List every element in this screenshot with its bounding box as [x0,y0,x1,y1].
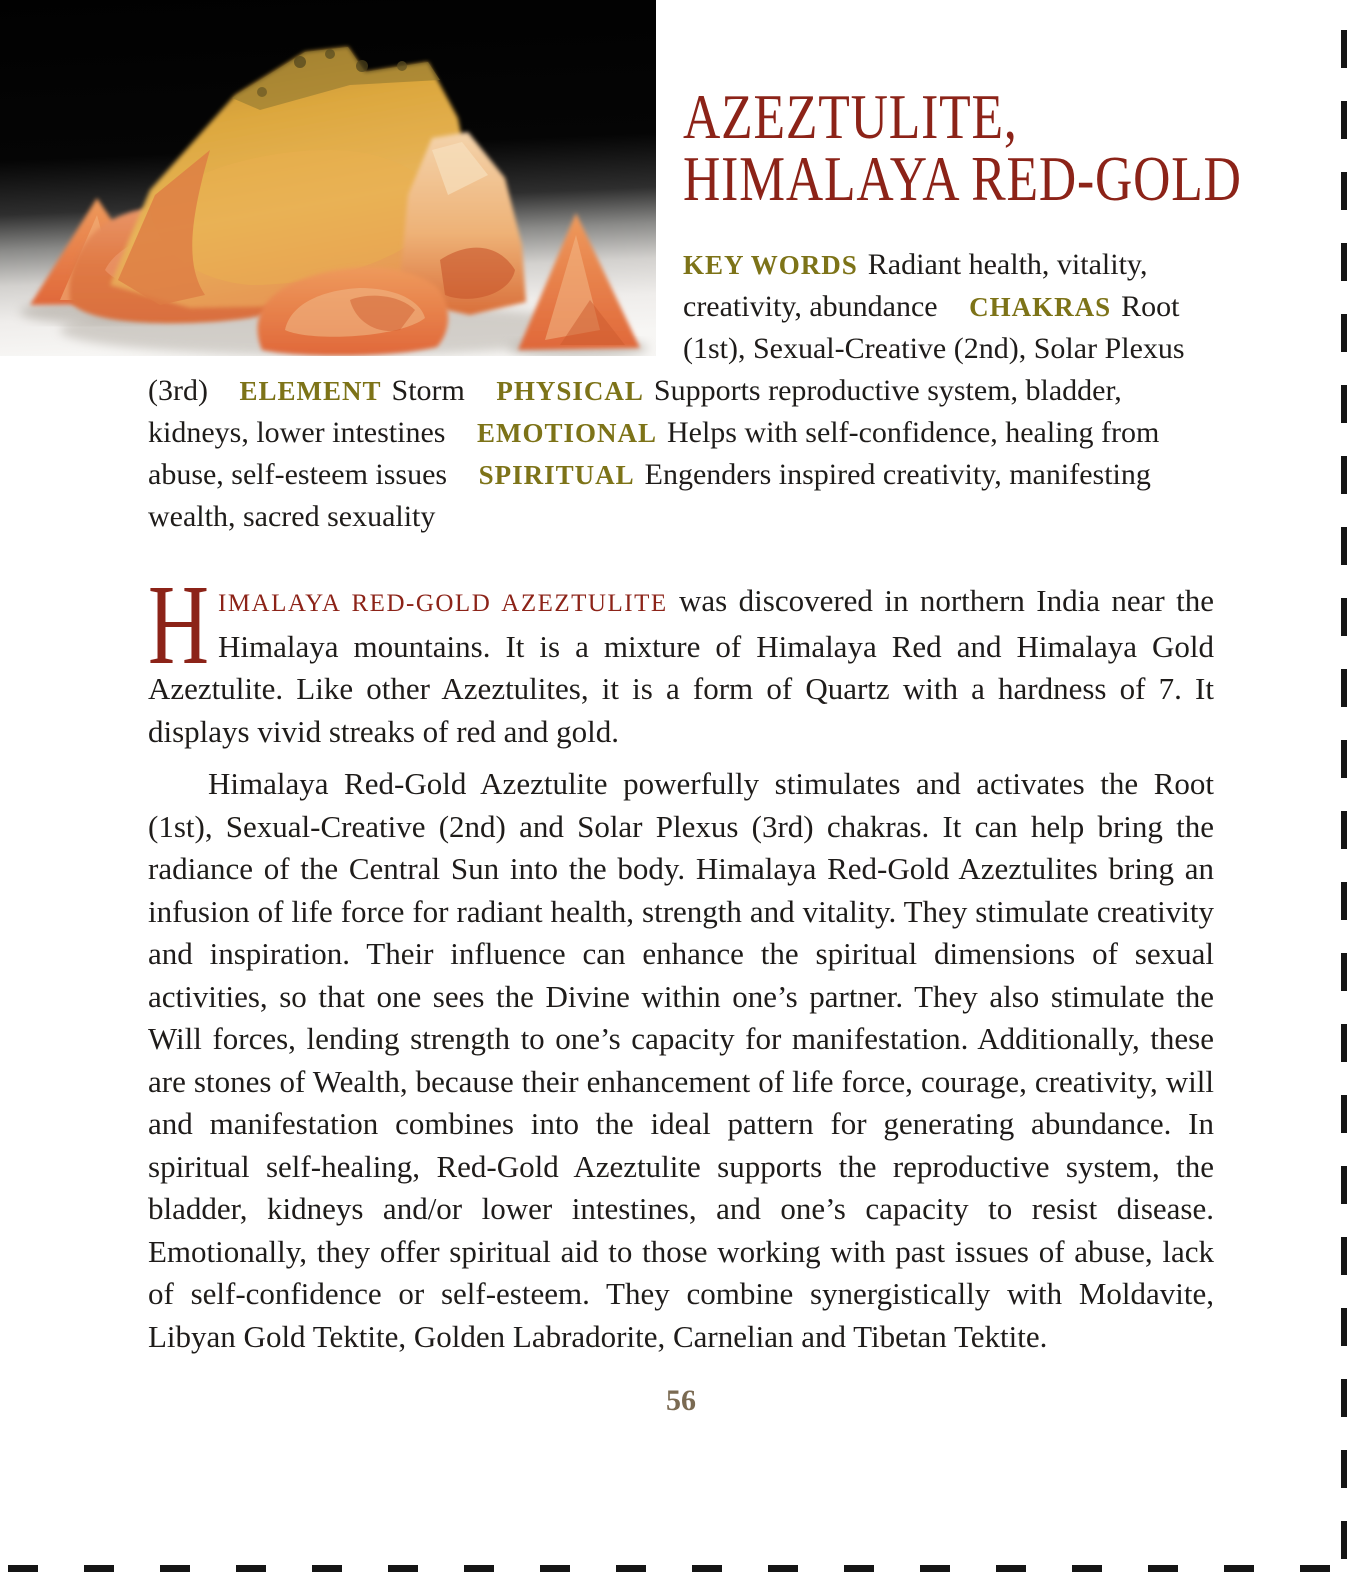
page-title-line1: AZEZTULITE, [683,82,1018,152]
drop-cap: H [148,561,209,688]
right-edge-registration-ticks [1341,0,1347,1572]
keyword-value: Storm [391,374,465,407]
keyword-value: Radiant health, vitality, creativity, abundance [683,248,1148,323]
keyword-value: Engenders inspired creativity, manifesting wealth, sacred sexuality [148,458,1151,533]
page-title-line2: HIMALAYA RED-GOLD [683,144,1242,214]
keyword-value: Supports reproductive system, bladder, kidneys, lower intestines [148,374,1122,449]
page-number: 56 [666,1384,696,1417]
keyword-value: Helps with self-confidence, healing from abuse, self-esteem issues [148,416,1160,491]
keyword-label: SPIRITUAL [478,460,635,490]
photo-wrap-spacer [148,210,683,360]
keyword-value: Root (1st), Sexual-Creative (2nd), Solar Plexus (3rd) [148,290,1185,407]
paragraph-1-lead: IMALAYA RED-GOLD AZEZTULITE [218,590,668,617]
paragraph-1-text: was discovered in northern India near the Himalaya mountains. It is a mixture of Himalaya Red and Himalaya Gold Azeztulite. Like other Azeztulites, it is a form of Quartz with a hardness of 7. It displays vivid streaks of red and gold. [148,583,1214,749]
keyword-label: KEY WORDS [683,250,858,280]
page-title [683,82,1242,214]
paragraph-1 [148,561,1214,753]
keywords-segment [215,374,464,407]
keyword-label: PHYSICAL [496,376,644,406]
keyword-label: CHAKRAS [969,292,1112,322]
bottom-edge-registration-dashes [0,1565,1347,1572]
keyword-label: ELEMENT [239,376,382,406]
paragraph-2: Himalaya Red-Gold Azeztulite powerfully stimulates and activates the Root (1st), Sexual-Creative (2nd) and Solar Plexus (3rd) chakras. It can help bring the radiance of the Central Sun into the body. Himalaya Red-Gold Azeztulites bring an infusion of life force for radiant health, strength and vitality. They stimulate creativity and inspiration. Their influence can enhance the spiritual dimensions of sexual activities, so that one sees the Divine within one’s partner. They also stimulate the Will forces, lending strength to one’s capacity for manifestation. Additionally, these are stones of Wealth, because their enhancement of life force, courage, creativity, will and manifestation combines into the ideal pattern for generating abundance. In spiritual self-healing, Red-Gold Azeztulite supports the reproductive system, the bladder, kidneys and/or lower intestines, and one’s capacity to resist disease. Emotionally, they offer spiritual aid to those working with past issues of abuse, lack of self-confidence or self-esteem. They combine synergistically with Moldavite, Libyan Gold Tektite, Golden Labradorite, Carnelian and Tibetan Tektite. [148,766,1214,1354]
keyword-label: EMOTIONAL [476,418,657,448]
